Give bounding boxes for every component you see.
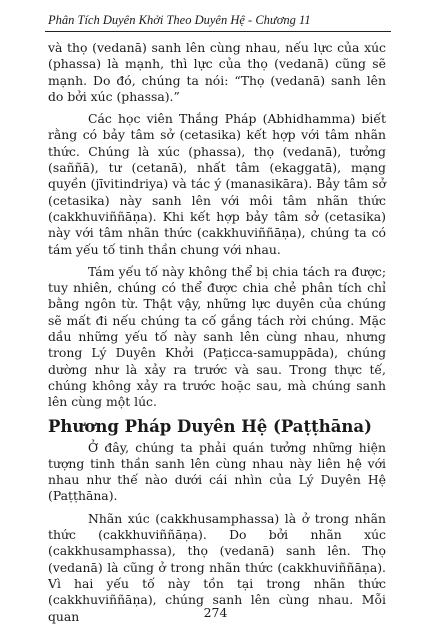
paragraph: Các học viên Thắng Pháp (Abhidhamma) biết rằng có bảy tâm sở (cetasika) kết hợp với tâm nhãn thức. Chúng là xúc (phassa), thọ (vedanā), tưởng (saññā), tư (cetanā), nhất tâm (ekaggatā), mạng quyền (jīvitindriya) và tác ý (manasikāra). Bảy tâm sở (cetasika) này sanh lên với môi tâm nhãn thức (cakkhuviññāṇa). Khi kết hợp bảy tâm sở (cetasika) này với tâm nhãn thức (cakkhuviññāṇa), chúng ta có tám yếu tố tinh thần chung với nhau. [48,111,386,257]
paragraph: Tám yếu tố này không thể bị chia tách ra được; tuy nhiên, chúng có thể được chia chẻ phân tích chỉ bằng ngôn từ. Thật vậy, những lực duyên của chúng sẽ mất đi nếu chúng ta cố gắng tách rời chúng. Mặc dầu những yếu tố này sanh lên cùng nhau, nhưng trong Lý Duyên Khởi (Paṭicca-samuppāda), chúng dường như là xảy ra trước và sau. Trong thực tế, chúng không xảy ra trước hoặc sau, mà chúng sanh lên cùng một lúc. [48,263,386,410]
page-body [48,40,386,631]
paragraph-continued: và thọ (vedanā) sanh lên cùng nhau, nếu lực của xúc (phassa) là mạnh, thì lực của thọ (vedanā) cũng sẽ mạnh. Do đó, chúng ta nói: “Thọ (vedanā) sanh lên do bởi xúc (phassa).” [48,40,386,104]
page-number: 274 [203,605,228,620]
header-rule [45,31,391,32]
running-header: Phân Tích Duyên Khởi Theo Duyên Hệ - Chương 11 [48,13,311,27]
section-heading: Phương Pháp Duyên Hệ (Paṭṭhāna) [48,416,372,436]
paragraph: Nhãn xúc (cakkhusamphassa) là ở trong nhãn thức (cakkhuviññāṇa). Do bởi nhãn xúc (cakkhusamphassa), thọ (vedanā) sanh lên. Thọ (vedanā) là cũng ở trong nhãn thức (cakkhuviññāṇa). Vì hai yếu tố này tồn tại trong nhãn thức (cakkhuviññāṇa), chúng sanh lên cùng nhau. Mỗi quan [48,510,386,624]
paragraph: Ở đây, chúng ta phải quán tưởng những hiện tượng tinh thần sanh lên cùng nhau này liên hệ với nhau như thế nào dưới cái nhìn của Lý Duyên Hệ (Paṭṭhāna). [48,439,386,504]
